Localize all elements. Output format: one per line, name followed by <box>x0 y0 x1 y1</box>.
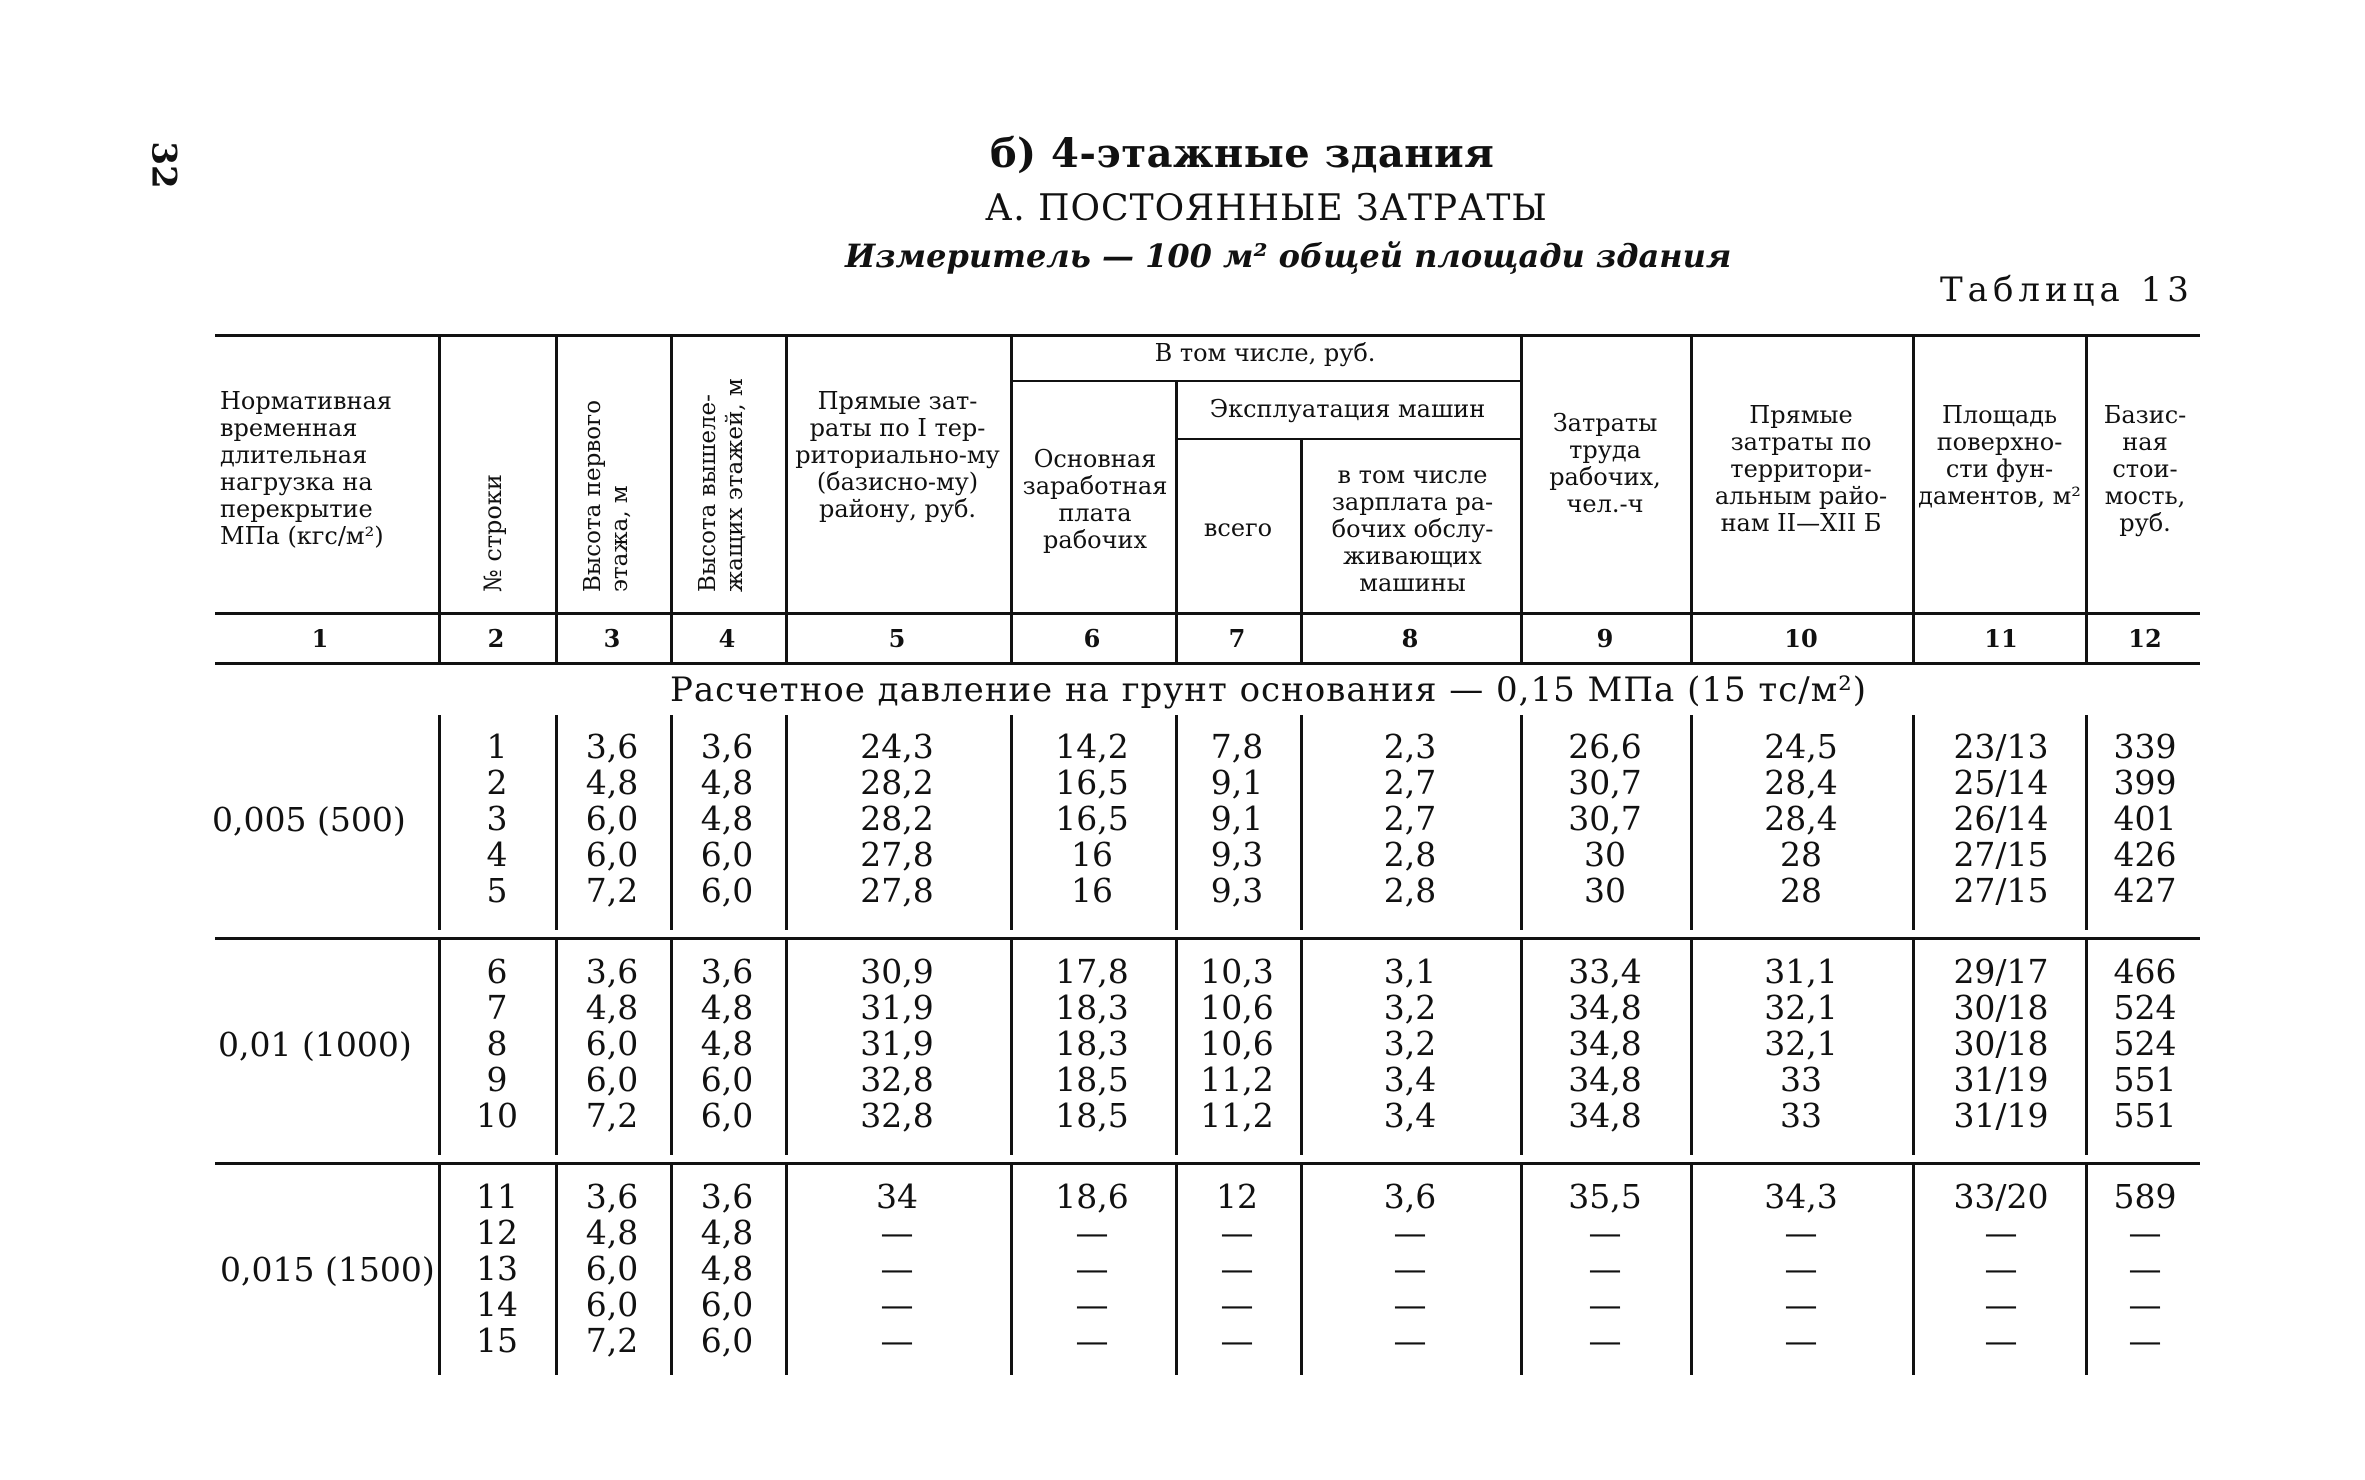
column-number: 11 <box>1984 624 2018 653</box>
table-cell: 4,8 <box>700 799 754 838</box>
table-cell: 27/15 <box>1953 871 2049 910</box>
table-cell: 32,1 <box>1764 988 1838 1027</box>
row-number-cell: 12 <box>476 1213 518 1252</box>
table-cell: 3,6 <box>700 1177 754 1216</box>
table-cell: 30/18 <box>1953 1024 2049 1063</box>
table-cell: 33/20 <box>1953 1177 2049 1216</box>
table-cell: 4,8 <box>700 1249 754 1288</box>
table-cell: 6,0 <box>585 1285 639 1324</box>
column-number: 8 <box>1401 624 1419 653</box>
table-cell: 3,2 <box>1383 988 1437 1027</box>
table-cell: 2,3 <box>1383 727 1437 766</box>
table-cell: — <box>1784 1213 1818 1252</box>
table-cell: 31,1 <box>1764 952 1838 991</box>
column-number: 12 <box>2128 624 2162 653</box>
table-cell: 31,9 <box>860 988 934 1027</box>
table-cell: 3,6 <box>585 952 639 991</box>
table-cell: 6,0 <box>585 1060 639 1099</box>
table-cell: 4,8 <box>700 1024 754 1063</box>
col-divider <box>1690 1165 1693 1375</box>
header-direct-costs-regions: Прямые затраты по территори-альным райо-нам II—XII Б <box>1714 401 1888 537</box>
table-cell: 524 <box>2113 1024 2177 1063</box>
row-number-cell: 13 <box>476 1249 518 1288</box>
table-cell: 25/14 <box>1953 763 2049 802</box>
col-divider <box>670 334 673 664</box>
table-cell: — <box>1220 1249 1254 1288</box>
table-cell: — <box>880 1249 914 1288</box>
table-cell: 27/15 <box>1953 835 2049 874</box>
table-cell: 4,8 <box>700 763 754 802</box>
row-number-cell: 14 <box>476 1285 518 1324</box>
table-cell: 427 <box>2113 871 2177 910</box>
row-number-cell: 3 <box>486 799 508 838</box>
table-cell: — <box>1784 1285 1818 1324</box>
header-base-cost: Базис-ная стои-мость, руб. <box>2103 401 2187 537</box>
header-foundation-area: Площадь поверхно-сти фун-даментов, м² <box>1918 401 2081 510</box>
table-cell: — <box>880 1285 914 1324</box>
table-cell: 551 <box>2113 1060 2177 1099</box>
col-divider <box>1010 940 1013 1155</box>
row-number-cell: 11 <box>476 1177 518 1216</box>
column-number: 9 <box>1596 624 1614 653</box>
table-cell: 6,0 <box>700 835 754 874</box>
table-top-rule <box>215 334 2200 337</box>
header-load: Нормативная временная длительная нагрузка на перекрытие МПа (кгс/м²) <box>220 387 392 550</box>
table-cell: 589 <box>2113 1177 2177 1216</box>
table-cell: — <box>1588 1213 1622 1252</box>
table-cell: 23/13 <box>1953 727 2049 766</box>
table-cell: — <box>1393 1321 1427 1360</box>
table-cell: 28,2 <box>860 763 934 802</box>
table-cell: 6,0 <box>585 1024 639 1063</box>
col-divider <box>1520 715 1523 930</box>
table-cell: 16 <box>1071 835 1113 874</box>
table-cell: 18,5 <box>1055 1060 1129 1099</box>
table-cell: 28 <box>1780 871 1822 910</box>
row-number-cell: 10 <box>476 1096 518 1135</box>
table-cell: 11,2 <box>1200 1060 1274 1099</box>
col-divider <box>2085 334 2088 664</box>
col-divider <box>438 334 441 664</box>
table-cell: — <box>2128 1213 2162 1252</box>
table-cell: — <box>1075 1285 1109 1324</box>
table-cell: 7,2 <box>585 871 639 910</box>
table-cell: 30 <box>1584 835 1626 874</box>
table-cell: 2,7 <box>1383 763 1437 802</box>
table-cell: 2,7 <box>1383 799 1437 838</box>
table-cell: — <box>1588 1249 1622 1288</box>
table-cell: 30/18 <box>1953 988 2049 1027</box>
table-cell: 3,6 <box>700 727 754 766</box>
table-cell: 401 <box>2113 799 2177 838</box>
page-title: б) 4-этажные здания <box>990 130 1495 177</box>
table-cell: 4,8 <box>585 763 639 802</box>
header-machine-operator-wages: в том числе зарплата ра-бочих обслу-живающих машины <box>1331 461 1494 597</box>
header-base-wages: Основная заработная плата рабочих <box>1022 445 1168 554</box>
colnum-bottom-rule <box>215 662 2200 665</box>
table-cell: 34,8 <box>1568 988 1642 1027</box>
table-cell: 466 <box>2113 952 2177 991</box>
column-number: 2 <box>487 624 505 653</box>
header-row-number: № строки <box>479 474 507 592</box>
table-cell: 6,0 <box>700 1060 754 1099</box>
table-cell: 6,0 <box>585 1249 639 1288</box>
table-cell: 551 <box>2113 1096 2177 1135</box>
table-cell: 34,8 <box>1568 1060 1642 1099</box>
table-cell: 4,8 <box>585 1213 639 1252</box>
table-cell: 28 <box>1780 835 1822 874</box>
row-number-cell: 7 <box>486 988 508 1027</box>
col-divider <box>1690 334 1693 664</box>
row-number-cell: 4 <box>486 835 508 874</box>
col-divider <box>1690 715 1693 930</box>
table-cell: 35,5 <box>1568 1177 1642 1216</box>
table-cell: 4,8 <box>700 1213 754 1252</box>
table-cell: 9,1 <box>1210 763 1264 802</box>
table-cell: 14,2 <box>1055 727 1129 766</box>
column-number: 5 <box>888 624 906 653</box>
col-divider <box>1520 334 1523 664</box>
header-machines-group: Эксплуатация машин <box>1209 395 1486 423</box>
table-cell: — <box>1393 1285 1427 1324</box>
table-cell: — <box>1588 1285 1622 1324</box>
column-number: 7 <box>1228 624 1246 653</box>
table-cell: 31,9 <box>860 1024 934 1063</box>
header-first-floor-height: Высота первого этажа, м <box>580 399 633 592</box>
table-cell: 9,3 <box>1210 871 1264 910</box>
col-divider <box>785 334 788 664</box>
table-cell: 6,0 <box>700 871 754 910</box>
table-cell: 6,0 <box>585 835 639 874</box>
table-cell: 32,1 <box>1764 1024 1838 1063</box>
header-direct-costs-base: Прямые зат-раты по I тер-риториально-му (базисно-му) району, руб. <box>795 387 1000 523</box>
table-cell: 12 <box>1216 1177 1258 1216</box>
table-cell: 3,6 <box>700 952 754 991</box>
table-cell: 339 <box>2113 727 2177 766</box>
header-incl-group: В том числе, руб. <box>1154 339 1376 367</box>
group-label: 0,01 (1000) <box>218 1025 412 1064</box>
table-cell: — <box>1393 1249 1427 1288</box>
table-cell: — <box>1784 1249 1818 1288</box>
table-cell: — <box>1984 1321 2018 1360</box>
table-cell: 18,3 <box>1055 988 1129 1027</box>
table-cell: 10,3 <box>1200 952 1274 991</box>
table-cell: 6,0 <box>700 1096 754 1135</box>
table-cell: 10,6 <box>1200 1024 1274 1063</box>
row-number-cell: 8 <box>486 1024 508 1063</box>
table-cell: — <box>2128 1321 2162 1360</box>
table-cell: 34 <box>876 1177 918 1216</box>
header-bottom-rule <box>215 612 2200 615</box>
table-cell: — <box>1220 1321 1254 1360</box>
table-cell: 24,3 <box>860 727 934 766</box>
table-cell: 31/19 <box>1953 1060 2049 1099</box>
table-cell: 18,3 <box>1055 1024 1129 1063</box>
table-cell: 7,2 <box>585 1321 639 1360</box>
table-cell: — <box>1075 1213 1109 1252</box>
page-subtitle: А. ПОСТОЯННЫЕ ЗАТРАТЫ <box>985 188 1548 229</box>
machines-group-rule <box>1175 438 1520 440</box>
table-cell: 9,1 <box>1210 799 1264 838</box>
table-cell: 30,9 <box>860 952 934 991</box>
row-number-cell: 1 <box>486 727 508 766</box>
table-cell: 26,6 <box>1568 727 1642 766</box>
table-cell: 11,2 <box>1200 1096 1274 1135</box>
col-divider <box>1912 334 1915 664</box>
table-cell: 34,8 <box>1568 1024 1642 1063</box>
table-cell: 3,4 <box>1383 1096 1437 1135</box>
col-divider <box>1520 940 1523 1155</box>
table-cell: 30,7 <box>1568 763 1642 802</box>
table-cell: 399 <box>2113 763 2177 802</box>
table-cell: — <box>1784 1321 1818 1360</box>
column-number: 6 <box>1083 624 1101 653</box>
table-cell: 27,8 <box>860 871 934 910</box>
table-cell: 18,5 <box>1055 1096 1129 1135</box>
table-cell: 28,4 <box>1764 763 1838 802</box>
table-cell: 34,3 <box>1764 1177 1838 1216</box>
group-label: 0,015 (1500) <box>220 1250 435 1289</box>
table-label: Таблица 13 <box>1940 270 2194 310</box>
table-cell: 26/14 <box>1953 799 2049 838</box>
col-divider <box>1010 334 1013 664</box>
header-labor-costs: Затраты труда рабочих, чел.-ч <box>1549 409 1661 518</box>
table-cell: 32,8 <box>860 1060 934 1099</box>
table-cell: 32,8 <box>860 1096 934 1135</box>
table-cell: 426 <box>2113 835 2177 874</box>
table-cell: 33 <box>1780 1096 1822 1135</box>
table-cell: — <box>2128 1285 2162 1324</box>
page-number: 32 <box>143 141 184 189</box>
table-cell: 6,0 <box>585 799 639 838</box>
header-machines-total: всего <box>1203 514 1273 542</box>
row-number-cell: 9 <box>486 1060 508 1099</box>
group-label: 0,005 (500) <box>212 800 406 839</box>
table-cell: — <box>1393 1213 1427 1252</box>
table-cell: 7,2 <box>585 1096 639 1135</box>
table-cell: — <box>2128 1249 2162 1288</box>
incl-group-rule <box>1010 380 1520 382</box>
table-cell: 34,8 <box>1568 1096 1642 1135</box>
col-divider <box>555 334 558 664</box>
table-cell: — <box>880 1213 914 1252</box>
column-number: 10 <box>1784 624 1818 653</box>
group1-bottom-rule <box>215 937 2200 940</box>
col-divider <box>1520 1165 1523 1375</box>
col-divider <box>1912 940 1915 1155</box>
table-cell: 6,0 <box>700 1321 754 1360</box>
table-cell: — <box>1075 1249 1109 1288</box>
row-number-cell: 2 <box>486 763 508 802</box>
table-cell: 2,8 <box>1383 871 1437 910</box>
table-cell: 17,8 <box>1055 952 1129 991</box>
table-cell: 3,6 <box>585 727 639 766</box>
table-cell: 16,5 <box>1055 799 1129 838</box>
table-cell: — <box>1984 1285 2018 1324</box>
section-caption: Расчетное давление на грунт основания — 0,15 МПа (15 тс/м²) <box>670 670 1868 710</box>
column-number: 3 <box>603 624 621 653</box>
table-cell: 4,8 <box>700 988 754 1027</box>
column-number: 4 <box>718 624 736 653</box>
row-number-cell: 15 <box>476 1321 518 1360</box>
table-cell: 524 <box>2113 988 2177 1027</box>
table-cell: 16 <box>1071 871 1113 910</box>
table-cell: — <box>1220 1285 1254 1324</box>
table-cell: 30,7 <box>1568 799 1642 838</box>
col-divider <box>1912 715 1915 930</box>
table-cell: 10,6 <box>1200 988 1274 1027</box>
table-cell: 3,6 <box>585 1177 639 1216</box>
col-divider <box>1912 1165 1915 1375</box>
table-cell: 9,3 <box>1210 835 1264 874</box>
table-cell: — <box>1984 1213 2018 1252</box>
measure-unit: Измеритель — 100 м² общей площади здания <box>845 237 1732 275</box>
table-cell: 29/17 <box>1953 952 2049 991</box>
table-cell: — <box>1984 1249 2018 1288</box>
table-cell: 24,5 <box>1764 727 1838 766</box>
table-cell: 3,4 <box>1383 1060 1437 1099</box>
col-divider <box>1300 440 1303 664</box>
table-cell: 33 <box>1780 1060 1822 1099</box>
table-cell: 27,8 <box>860 835 934 874</box>
col-divider <box>1010 1165 1013 1375</box>
table-cell: 6,0 <box>700 1285 754 1324</box>
table-cell: 3,1 <box>1383 952 1437 991</box>
column-number: 1 <box>311 624 329 653</box>
table-cell: 31/19 <box>1953 1096 2049 1135</box>
table-cell: 33,4 <box>1568 952 1642 991</box>
table-cell: 3,6 <box>1383 1177 1437 1216</box>
group2-bottom-rule <box>215 1162 2200 1165</box>
header-upper-floors-height: Высота вышеле-жащих этажей, м <box>695 378 748 592</box>
table-cell: 2,8 <box>1383 835 1437 874</box>
table-cell: 16,5 <box>1055 763 1129 802</box>
table-cell: 30 <box>1584 871 1626 910</box>
table-cell: 7,8 <box>1210 727 1264 766</box>
table-cell: — <box>880 1321 914 1360</box>
table-cell: 28,2 <box>860 799 934 838</box>
table-cell: 4,8 <box>585 988 639 1027</box>
table-cell: 18,6 <box>1055 1177 1129 1216</box>
row-number-cell: 5 <box>486 871 508 910</box>
table-cell: 3,2 <box>1383 1024 1437 1063</box>
col-divider <box>1690 940 1693 1155</box>
col-divider <box>1010 715 1013 930</box>
table-cell: — <box>1220 1213 1254 1252</box>
table-cell: 28,4 <box>1764 799 1838 838</box>
table-cell: — <box>1588 1321 1622 1360</box>
row-number-cell: 6 <box>486 952 508 991</box>
table-cell: — <box>1075 1321 1109 1360</box>
